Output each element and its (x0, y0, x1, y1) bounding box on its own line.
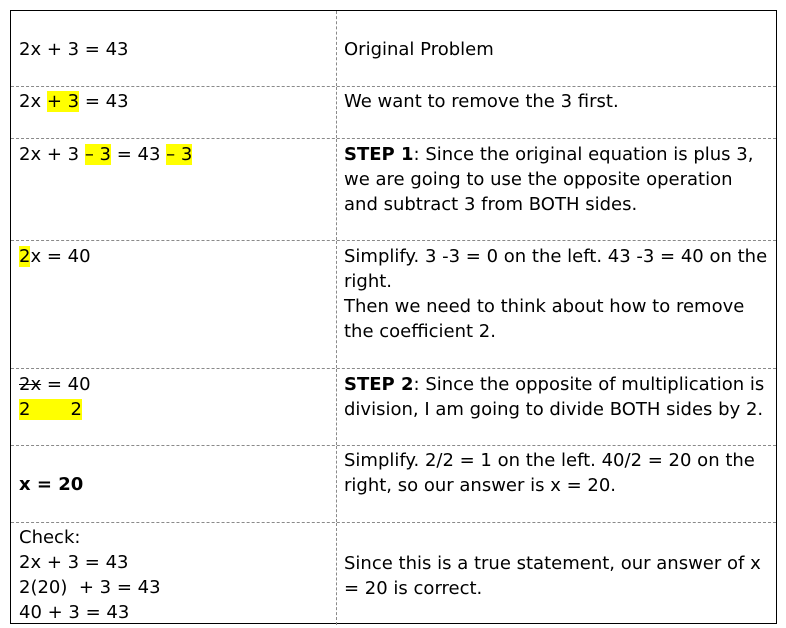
check-line: 40 + 3 = 43 (19, 602, 130, 623)
equation-part: 2x (19, 91, 47, 112)
explanation-text: Then we need to think about how to remove the coefficient 2. (344, 296, 745, 342)
explanation-cell (336, 446, 776, 522)
equation-cell (11, 139, 336, 240)
highlight-minus-3-right: – 3 (166, 144, 193, 165)
equation-cell (11, 369, 336, 445)
equation-cell (11, 241, 336, 368)
equation-cell (11, 87, 336, 138)
equation-part: = 43 (111, 144, 167, 165)
explanation-cell (336, 369, 776, 445)
highlight-denominators: 2 2 (19, 399, 82, 420)
equation-part: x = 40 (30, 246, 91, 267)
highlight-plus-3: + 3 (46, 91, 80, 112)
numerator-right: 40 (67, 374, 91, 395)
equation-cell (11, 446, 336, 522)
step-label: STEP 2 (344, 374, 414, 395)
table-row (11, 523, 776, 625)
table-row (11, 11, 776, 87)
explanation-cell (336, 241, 776, 368)
explanation-text: Simplify. 3 -3 = 0 on the left. 43 -3 = 40 on the right. (344, 246, 768, 292)
table-row (11, 369, 776, 446)
explanation-cell (336, 11, 776, 86)
equation-part: 2x + 3 (19, 144, 85, 165)
explanation-text: Simplify. 2/2 = 1 on the left. 40/2 = 20 on the right, so our answer is x = 20. (344, 450, 755, 496)
equation-text: 2x + 3 = 43 (19, 39, 129, 60)
equation-cell (11, 11, 336, 86)
explanation-text: We want to remove the 3 first. (344, 91, 619, 112)
check-line: 2(20) + 3 = 43 (19, 577, 161, 598)
equation-part: = (41, 374, 68, 395)
explanation-text: Original Problem (344, 39, 494, 60)
explanation-cell (336, 523, 776, 625)
table-row (11, 139, 776, 241)
check-heading: Check: (19, 527, 81, 548)
highlight-coefficient: 2 (19, 246, 31, 267)
check-line: 2x + 3 = 43 (19, 552, 129, 573)
explanation-text: : Since the opposite of multiplication is division, I am going to divide BOTH sides by 2. (344, 374, 765, 420)
table-row (11, 241, 776, 369)
explanation-text: : Since the original equation is plus 3, we are going to use the opposite operation and subtract 3 from BOTH sides. (344, 144, 754, 215)
numerator-left: 2x (19, 374, 42, 395)
equation-part: = 43 (79, 91, 129, 112)
answer-text: x = 20 (19, 474, 84, 495)
solution-table (10, 10, 777, 624)
equation-cell (11, 523, 336, 625)
explanation-cell (336, 87, 776, 138)
explanation-cell (336, 139, 776, 240)
table-row (11, 446, 776, 523)
step-label: STEP 1 (344, 144, 414, 165)
explanation-text: Since this is a true statement, our answer of x = 20 is correct. (344, 553, 761, 599)
highlight-minus-3-left: – 3 (84, 144, 111, 165)
table-row (11, 87, 776, 139)
